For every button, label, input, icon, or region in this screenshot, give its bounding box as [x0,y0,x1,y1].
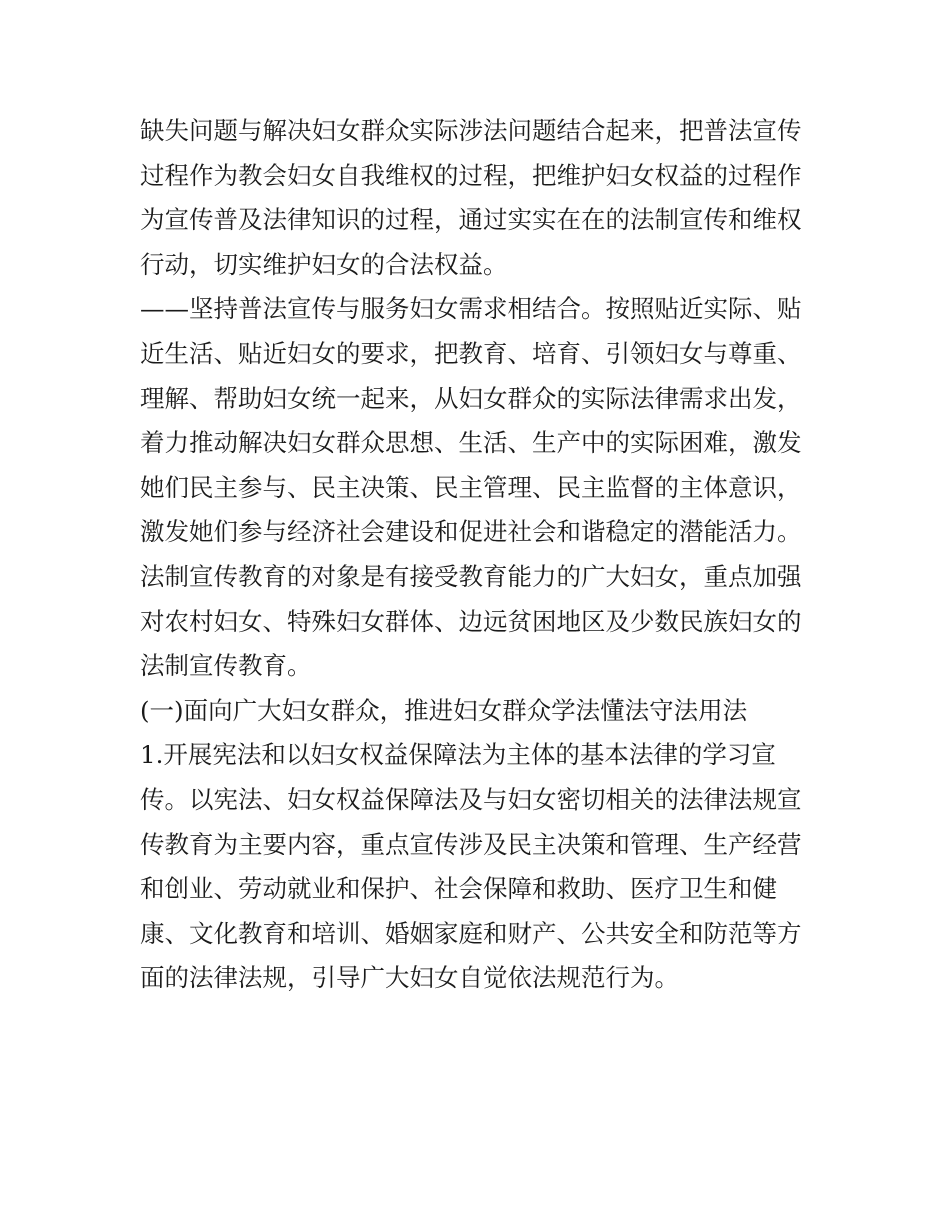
body-text [140,109,820,1001]
text-line: 1.开展宪法和以妇女权益保障法为主体的基本法律的学习宣 [140,740,776,770]
text-line: 行动，切实维护妇女的合法权益。 [140,249,508,279]
text-line: ——坚持普法宣传与服务妇女需求相结合。按照贴近实际、贴 [140,294,802,324]
text-line: 她们民主参与、民主决策、民主管理、民主监督的主体意识， [140,472,802,502]
text-line: 理解、帮助妇女统一起来，从妇女群众的实际法律需求出发， [140,383,802,413]
text-line: 缺失问题与解决妇女群众实际涉法问题结合起来，把普法宣传 [140,116,802,145]
text-line: 为宣传普及法律知识的过程，通过实实在在的法制宣传和维权 [140,205,802,235]
text-line: 康、文化教育和培训、婚姻家庭和财产、公共安全和防范等方 [140,918,802,948]
text-line: 传。以宪法、妇女权益保障法及与妇女密切相关的法律法规宣 [140,784,802,814]
text-line: 激发她们参与经济社会建设和促进社会和谐稳定的潜能活力。 [140,517,802,547]
text-line: 过程作为教会妇女自我维权的过程，把维护妇女权益的过程作 [140,160,802,190]
text-line: 面的法律法规，引导广大妇女自觉依法规范行为。 [140,963,679,993]
text-line: 法制宣传教育。 [140,651,312,681]
text-line: 对农村妇女、特殊妇女群体、边远贫困地区及少数民族妇女的 [140,606,802,636]
text-line: 和创业、劳动就业和保护、社会保障和救助、医疗卫生和健 [140,874,777,904]
section-heading: (一)面向广大妇女群众，推进妇女群众学法懂法守法用法 [140,695,748,725]
text-line: 法制宣传教育的对象是有接受教育能力的广大妇女，重点加强 [140,561,802,591]
text-line: 近生活、贴近妇女的要求，把教育、培育、引领妇女与尊重、 [140,338,802,368]
text-line: 传教育为主要内容，重点宣传涉及民主决策和管理、生产经营 [140,829,802,859]
text-line: 着力推动解决妇女群众思想、生活、生产中的实际困难，激发 [140,428,802,458]
